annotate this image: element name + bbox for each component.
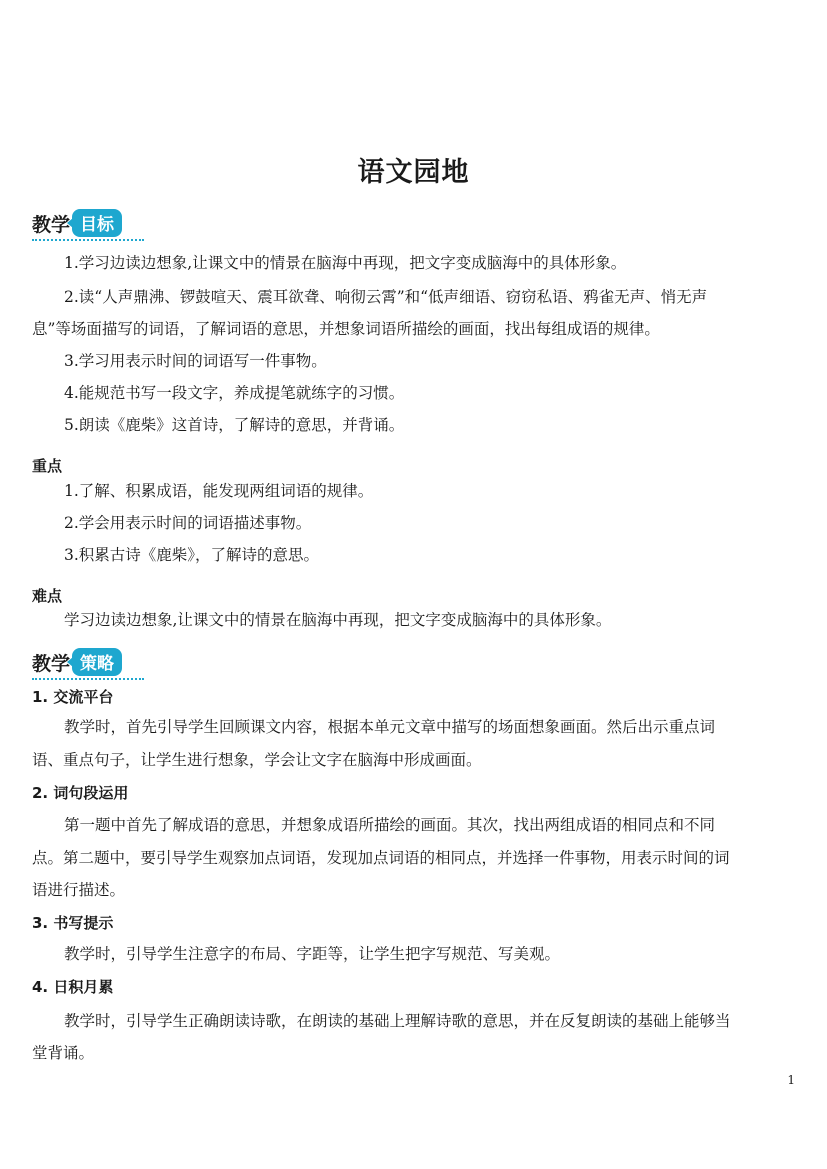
page-title: 语文园地 (357, 157, 470, 188)
goal-item: 5.朗读《鹿柴》这首诗，了解诗的意思，并背诵。 (64, 416, 405, 434)
goals-heading-underline (32, 239, 144, 241)
goal-item: 1.学习边读边想象,让课文中的情景在脑海中再现，把文字变成脑海中的具体形象。 (64, 254, 627, 272)
strategy-section-title: 3. 书写提示 (32, 914, 114, 932)
goals-heading-plain: 教学 (32, 213, 71, 236)
strategy-heading-plain: 教学 (32, 652, 71, 675)
strategy-line: 语、重点句子，让学生进行想象，学会让文字在脑海中形成画面。 (32, 751, 482, 769)
strategy-heading (32, 647, 122, 677)
goals-heading (32, 208, 122, 238)
strategy-section-title: 1. 交流平台 (32, 688, 114, 706)
strategy-section-title: 4. 日积月累 (32, 978, 114, 996)
key-point-item: 3.积累古诗《鹿柴》，了解诗的意思。 (64, 546, 320, 564)
strategy-line: 教学时，引导学生注意字的布局、字距等，让学生把字写规范、写美观。 (64, 945, 561, 963)
strategy-line: 语进行描述。 (32, 881, 126, 899)
strategy-line: 堂背诵。 (32, 1044, 95, 1062)
difficulties-heading: 难点 (32, 587, 63, 605)
goal-item: 4.能规范书写一段文字，养成提笔就练字的习惯。 (64, 384, 405, 402)
strategy-line: 第一题中首先了解成语的意思，并想象成语所描绘的画面。其次，找出两组成语的相同点和不同 (64, 816, 716, 834)
goal-item-continued: 息”等场面描写的词语，了解词语的意思，并想象词语所描绘的画面，找出每组成语的规律。 (32, 320, 660, 338)
strategy-heading-tag: 策略 (72, 648, 122, 676)
strategy-line: 教学时，首先引导学生回顾课文内容，根据本单元文章中描写的场面想象画面。然后出示重点词 (64, 718, 716, 736)
goal-item: 2.读“人声鼎沸、锣鼓喧天、震耳欲聋、响彻云霄”和“低声细语、窃窃私语、鸦雀无声、悄无声 (64, 288, 708, 306)
goal-item: 3.学习用表示时间的词语写一件事物。 (64, 352, 327, 370)
difficulties-text: 学习边读边想象,让课文中的情景在脑海中再现，把文字变成脑海中的具体形象。 (64, 611, 612, 629)
page-number: 1 (787, 1073, 795, 1087)
strategy-line: 点。第二题中，要引导学生观察加点词语，发现加点词语的相同点，并选择一件事物，用表示时间的词 (32, 849, 730, 867)
strategy-heading-underline (32, 678, 144, 680)
goals-heading-tag: 目标 (72, 209, 122, 237)
key-points-heading: 重点 (32, 457, 63, 475)
strategy-section-title: 2. 词句段运用 (32, 784, 129, 802)
key-point-item: 2.学会用表示时间的词语描述事物。 (64, 514, 312, 532)
strategy-line: 教学时，引导学生正确朗读诗歌，在朗读的基础上理解诗歌的意思，并在反复朗读的基础上能够当 (64, 1012, 731, 1030)
key-point-item: 1.了解、积累成语，能发现两组词语的规律。 (64, 482, 374, 500)
